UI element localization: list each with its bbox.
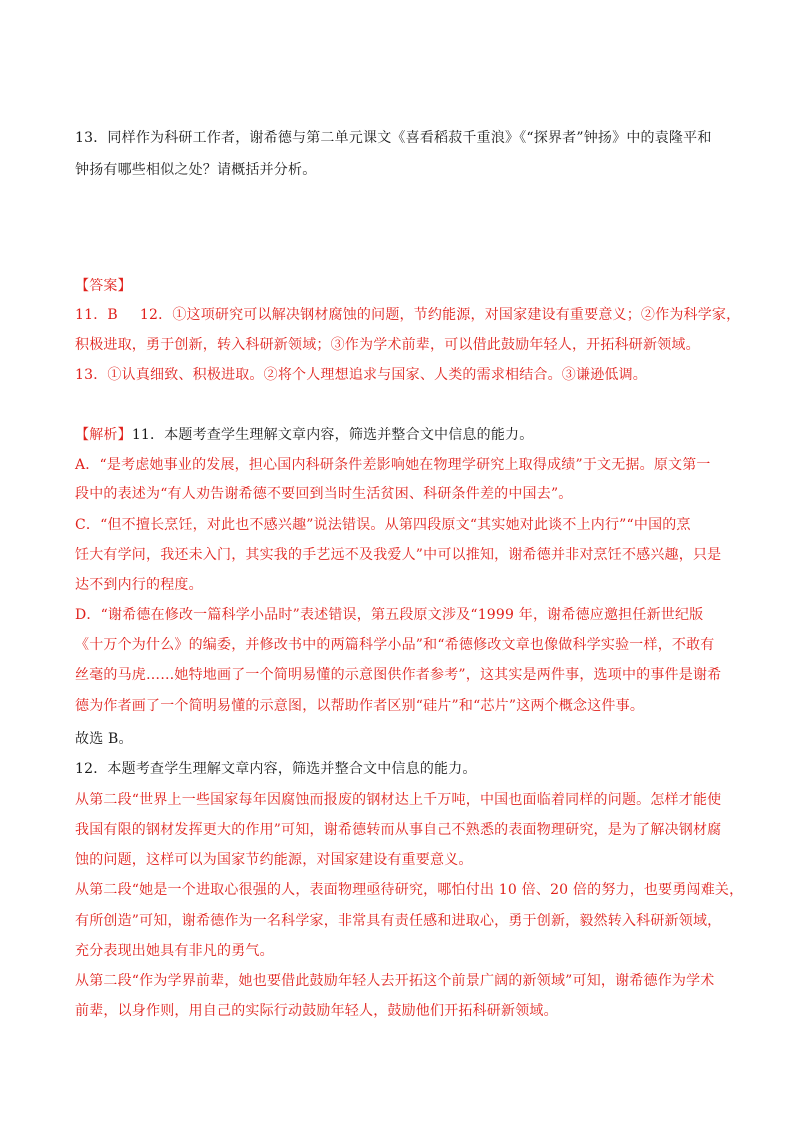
answer-11: 11．B <box>75 307 118 323</box>
analysis-12-line: 蚀的问题，这样可以为国家节约能源，对国家建设有重要意义。 <box>75 852 473 868</box>
analysis-12-line: 有所创造”可知，谢希德作为一名科学家，非常具有责任感和进取心，勇于创新，毅然转入科研新领域， <box>75 913 722 929</box>
question-13-line-1: 13．同样作为科研工作者，谢希德与第二单元课文《喜看稻菽千重浪》《“探界者”钟扬》中的袁隆平和 <box>75 130 712 146</box>
analysis-line: 饪大有学问，我还未入门，其实我的手艺远不及我爱人”中可以推知，谢希德并非对烹饪不感兴趣，只是 <box>75 547 722 563</box>
analysis-12-intro: 12．本题考查学生理解文章内容，筛选并整合文中信息的能力。 <box>75 761 477 777</box>
analysis-intro-11: 11．本题考查学生理解文章内容，筛选并整合文中信息的能力。 <box>131 427 534 443</box>
analysis-12-line: 充分表现出她具有非凡的勇气。 <box>75 943 274 959</box>
analysis-12-line: 从第二段“世界上一些国家每年因腐蚀而报废的钢材达上千万吨，中国也面临着同样的问题。怎样才能使 <box>75 792 722 808</box>
answer-line-1 <box>75 305 740 325</box>
analysis-line: D．“谢希德在修改一篇科学小品时”表述错误，第五段原文涉及“1999 年，谢希德应邀担任新世纪版 <box>75 607 704 623</box>
analysis-conclusion: 故选 B。 <box>75 731 133 747</box>
analysis-line: 段中的表述为“有人劝告谢希德不要回到当时生活贫困、科研条件差的中国去”。 <box>75 486 573 502</box>
analysis-line: 丝毫的马虎……她特地画了一个简明易懂的示意图供作者参考”，这其实是两件事，选项中的事件是谢希 <box>75 667 722 683</box>
analysis-line: C．“但不擅长烹饪，对此也不感兴趣”说法错误。从第四段原文“其实她对此谈不上内行”“中国的烹 <box>75 517 691 533</box>
analysis-label: 【解析】 <box>75 427 132 443</box>
answer-12-part-2: 积极进取，勇于创新，转入科研新领域；③作为学术前辈，可以借此鼓励年轻人，开拓科研新领域。 <box>75 337 700 353</box>
answer-12-part-1: 12．①这项研究可以解决钢材腐蚀的问题，节约能源，对国家建设有重要意义；②作为科学家， <box>139 307 741 323</box>
analysis-12-line: 从第二段“她是一个进取心很强的人，表面物理亟待研究，哪怕付出 10 倍、20 倍的努力，也要勇闯难关， <box>75 882 744 898</box>
answer-13: 13．①认真细致、积极进取。②将个人理想追求与国家、人类的需求相结合。③谦逊低调。 <box>75 367 648 383</box>
analysis-12-line: 前辈，以身作则，用自己的实际行动鼓励年轻人，鼓励他们开拓科研新领域。 <box>75 1003 558 1019</box>
analysis-line: 《十万个为什么》的编委，并修改书中的两篇科学小品”和“希德修改文章也像做科学实验一样，不敢有 <box>75 637 715 653</box>
answer-label: 【答案】 <box>75 278 132 294</box>
analysis-line: A．“是考虑她事业的发展，担心国内科研条件差影响她在物理学研究上取得成绩”于文无据。原文第一 <box>75 457 711 473</box>
analysis-12-line: 从第二段“作为学界前辈，她也要借此鼓励年轻人去开拓这个前景广阔的新领域”可知，谢希德作为学术 <box>75 973 715 989</box>
analysis-12-line: 我国有限的钢材发挥更大的作用”可知，谢希德转而从事自己不熟悉的表面物理研究，是为了解决钢材腐 <box>75 822 722 838</box>
question-13-line-2: 钟扬有哪些相似之处？请概括并分析。 <box>75 162 317 178</box>
analysis-heading-line <box>75 425 533 445</box>
analysis-line: 达不到内行的程度。 <box>75 577 203 593</box>
analysis-line: 德为作者画了一个简明易懂的示意图，以帮助作者区别“硅片”和“芯片”这两个概念这件事。 <box>75 698 645 714</box>
